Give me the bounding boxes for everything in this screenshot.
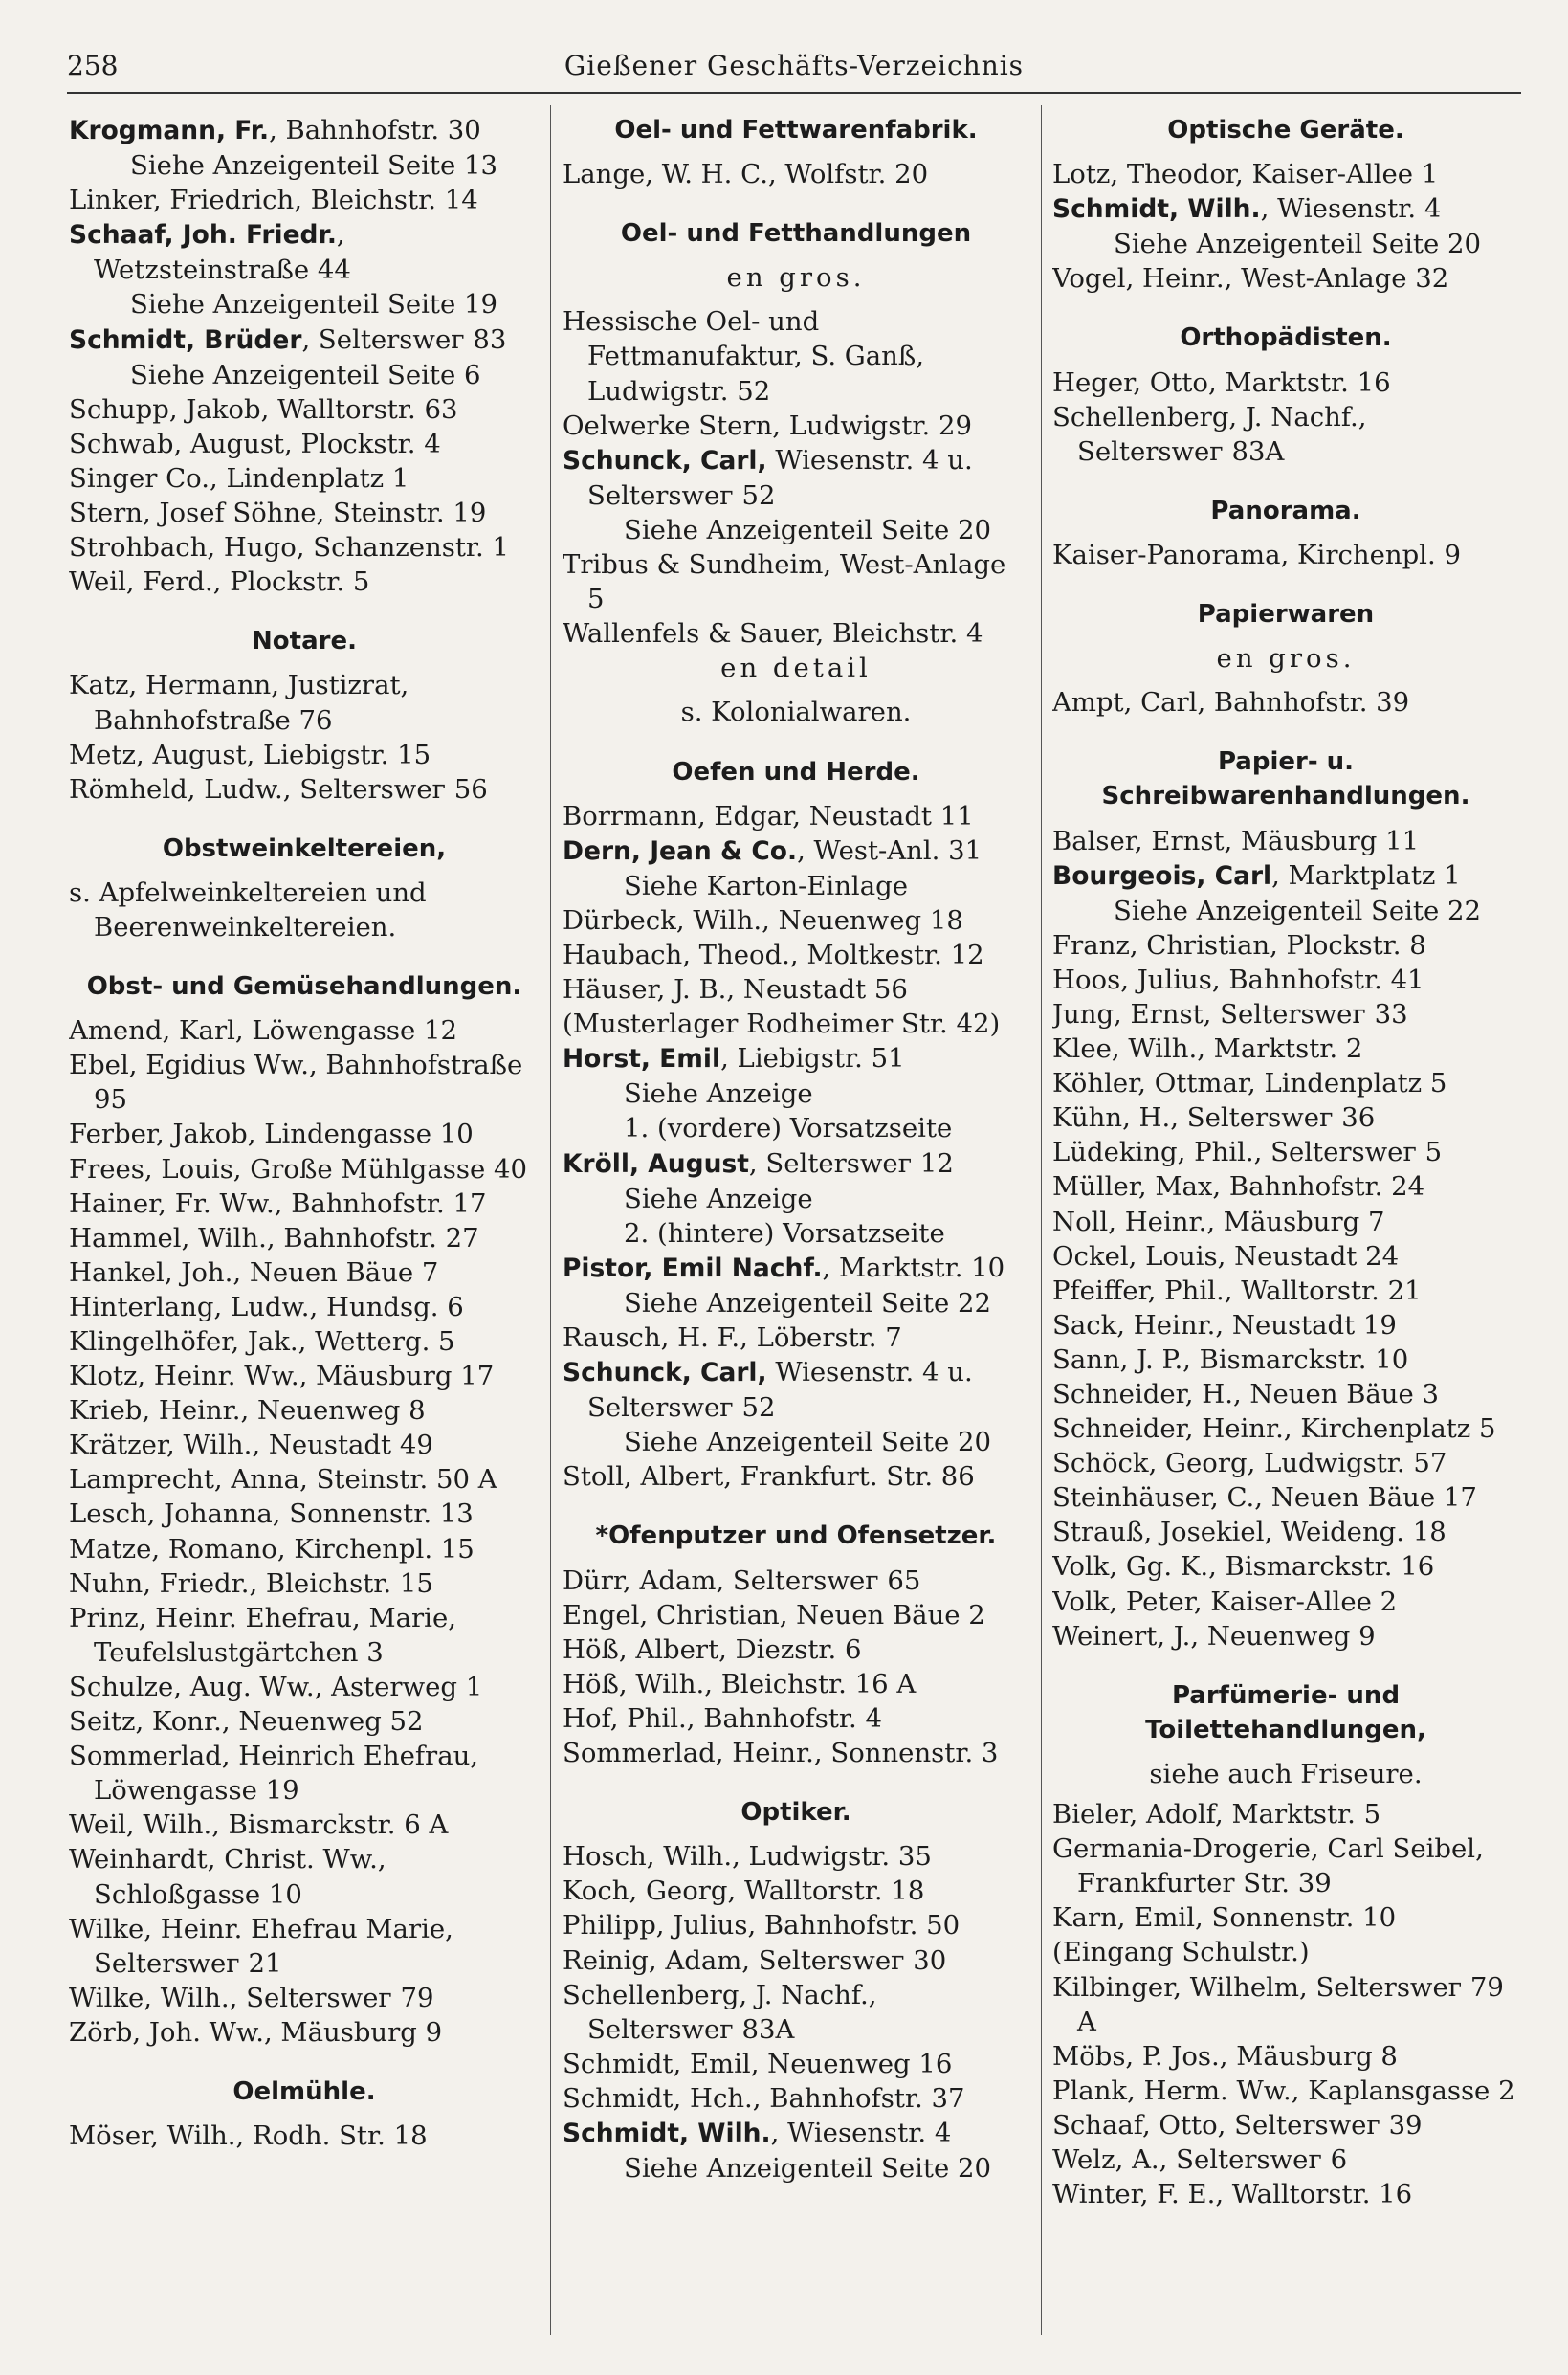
entry-text: Kaiser-Panorama, Kirchenpl. 9 [1052, 539, 1461, 570]
entry-text: Frees, Louis, Große Mühlgasse 40 [69, 1153, 527, 1185]
directory-entry [563, 304, 1029, 408]
entry-text: , Wiesenstr. 4 [770, 2117, 952, 2148]
entry-text: Schmidt, Hch., Bahnhofstr. 37 [563, 2082, 965, 2114]
entry-text: Plank, Herm. Ww., Kaplansgasse 2 [1052, 2075, 1515, 2106]
directory-entry [1052, 1205, 1519, 1239]
entry-text: Pfeiffer, Phil., Walltorstr. 21 [1052, 1275, 1422, 1306]
entry-name-bold: Schmidt, Brüder [69, 324, 302, 355]
directory-entry [69, 1393, 540, 1428]
directory-entry [563, 1007, 1029, 1041]
entry-text: Volk, Peter, Kaiser-Allee 2 [1052, 1586, 1398, 1617]
entry-text: Wiesenstr. 4 u. Selterswег 52 [587, 1357, 973, 1424]
entry-text: Klee, Wilh., Marktstr. 2 [1052, 1033, 1363, 1065]
entry-text: Klingelhöfer, Jak., Wetterg. 5 [69, 1326, 455, 1357]
entry-text: (Musterlager Rodheimer Str. 42) [563, 1009, 1001, 1040]
entry-name-bold: Horst, Emil [563, 1044, 721, 1075]
directory-entry [563, 1943, 1029, 1978]
advert-reference: Siehe Anzeigenteil Seite 6 [130, 359, 481, 390]
entry-name-bold: Pistor, Emil Nachf. [563, 1253, 823, 1283]
directory-entry [69, 183, 540, 217]
directory-entry [563, 1667, 1029, 1701]
entry-text: Vogel, Heinr., West-Anlage 32 [1052, 263, 1449, 295]
directory-entry [563, 409, 1029, 443]
entry-name-bold: Schunck, Carl, [563, 445, 767, 476]
directory-entry [563, 1874, 1029, 1908]
advert-reference: Siehe Anzeige [624, 1078, 813, 1110]
directory-entry [69, 461, 540, 496]
directory-entry [69, 113, 540, 148]
entry-text: Hinterlang, Ludw., Hundsg. 6 [69, 1291, 464, 1322]
entry-text: Möbs, P. Jos., Mäusburg 8 [1052, 2040, 1398, 2072]
entry-text: , Selterswег 12 [748, 1147, 954, 1179]
entry-name-bold: Kröll, August [563, 1148, 749, 1179]
entry-text: , Marktplatz 1 [1271, 859, 1461, 891]
entry-text: Ebel, Egidius Ww., Bahnhofstraße 95 [69, 1050, 523, 1116]
entry-text: Katz, Hermann, Justizrat, Bahnhofstraße 76 [69, 670, 409, 736]
entry-text: Winter, F. E., Walltorstr. 16 [1052, 2179, 1413, 2210]
directory-entry [69, 1255, 540, 1290]
cross-reference: siehe auch Friseure. [1149, 1758, 1423, 1789]
entry-text: Schupp, Jakob, Walltorstr. 63 [69, 393, 458, 425]
entry-text: Schwab, August, Plockstr. 4 [69, 428, 441, 459]
entry-text: Weinert, J., Neuenweg 9 [1052, 1620, 1376, 1652]
entry-text: Welz, A., Selterswег 6 [1052, 2143, 1348, 2175]
advert-reference: 1. (vordere) Vorsatzseite [624, 1113, 953, 1144]
directory-entry [1052, 928, 1519, 963]
entry-text: Heger, Otto, Marktstr. 16 [1052, 366, 1391, 398]
directory-entry [1052, 1377, 1519, 1411]
directory-entry [69, 1981, 540, 2015]
directory-entry [69, 1739, 540, 1808]
entry-text: , Marktstr. 10 [822, 1252, 1005, 1283]
directory-entry [1052, 1619, 1519, 1654]
directory-entry [69, 427, 540, 461]
directory-entry [69, 876, 540, 944]
directory-entry [1052, 1308, 1519, 1343]
directory-entry [563, 903, 1029, 938]
directory-entry [69, 1566, 540, 1601]
section-subheading: en detail [720, 653, 872, 684]
directory-entry [1052, 1100, 1519, 1135]
directory-entry [69, 668, 540, 737]
directory-entry [563, 1839, 1029, 1874]
directory-entry [69, 1462, 540, 1497]
entry-text: Krätzer, Wilh., Neustadt 49 [69, 1430, 433, 1461]
directory-entry [563, 2081, 1029, 2116]
entry-text: Stoll, Albert, Frankfurt. Str. 86 [563, 1461, 975, 1493]
directory-entry [1052, 1066, 1519, 1100]
entry-text: Hof, Phil., Bahnhofstr. 4 [563, 1702, 882, 1734]
directory-entry [563, 1736, 1029, 1770]
entry-text: Matze, Romano, Kirchenpl. 15 [69, 1533, 475, 1565]
directory-entry [69, 1428, 540, 1462]
directory-column-1 [69, 113, 540, 2333]
entry-text: Höß, Albert, Diezstr. 6 [563, 1633, 862, 1665]
directory-entry [1052, 1032, 1519, 1066]
entry-text: Kilbinger, Wilhelm, Selterswег 79 A [1052, 1971, 1504, 2037]
entry-text: Germania-Drogerie, Carl Seibel, Frankfurter Str. 39 [1052, 1833, 1484, 1899]
directory-entry [69, 1670, 540, 1704]
section-heading: Papierwaren [1197, 600, 1375, 630]
directory-entry [563, 616, 1029, 651]
entry-text: Metz, August, Liebigstr. 15 [69, 739, 431, 770]
entry-text: Philipp, Julius, Bahnhofstr. 50 [563, 1910, 961, 1942]
entry-name-bold: Schunck, Carl, [563, 1358, 767, 1388]
entry-text: Schmidt, Emil, Neuenweg 16 [563, 2048, 953, 2079]
entry-text: Sommerlad, Heinrich Ehefrau, Löwengasse 19 [69, 1741, 479, 1807]
entry-text: s. Apfelweinkeltereien und Beerenweinkeltereien. [69, 877, 427, 943]
section-heading: Oelmühle. [232, 2076, 376, 2106]
entry-text: Krieb, Heinr., Neuenweg 8 [69, 1395, 426, 1427]
directory-entry [563, 443, 1029, 513]
entry-text: Schneider, Heinr., Kirchenplatz 5 [1052, 1413, 1496, 1445]
directory-entry [69, 1808, 540, 1842]
directory-column-3 [1052, 113, 1519, 2333]
directory-entry [1052, 1797, 1519, 1831]
directory-entry [563, 799, 1029, 833]
directory-entry [1052, 1446, 1519, 1480]
directory-entry [1052, 1831, 1519, 1900]
entry-text: Linker, Friedrich, Bleichstr. 14 [69, 185, 478, 216]
entry-name-bold: Krogmann, Fr. [69, 116, 270, 145]
section-heading: Oel- und Fettwarenfabrik. [614, 116, 978, 144]
entry-text: Hessische Oel- und Fettmanufaktur, S. Ganß, Ludwigstr. 52 [563, 306, 924, 407]
advert-reference: Siehe Anzeigenteil Seite 22 [624, 1287, 991, 1319]
entry-text: Prinz, Heinr. Ehefrau, Marie, Teufelslustgärtchen 3 [69, 1602, 456, 1668]
entry-text: Zörb, Joh. Ww., Mäusburg 9 [69, 2016, 443, 2048]
directory-entry [1052, 824, 1519, 858]
column-divider [1041, 105, 1042, 2335]
entry-text: Lüdeking, Phil., Selterswег 5 [1052, 1137, 1443, 1168]
section-subheading: en gros. [1216, 643, 1356, 675]
directory-entry [563, 1321, 1029, 1355]
directory-entry [69, 1532, 540, 1566]
directory-entry [1052, 1135, 1519, 1169]
directory-entry [1052, 963, 1519, 997]
entry-text: Wilke, Heinr. Ehefrau Marie, Selterswег 21 [69, 1913, 453, 1979]
section-heading: Oel- und Fetthandlungen [620, 219, 972, 249]
entry-name-bold: Dern, Jean & Co. [563, 835, 798, 866]
directory-column-2 [563, 113, 1029, 2333]
entry-text: Lange, W. H. C., Wolfstr. 20 [563, 159, 929, 190]
directory-entry [69, 496, 540, 530]
directory-entry [1052, 2039, 1519, 2074]
directory-entry [1052, 1480, 1519, 1515]
directory-entry [1052, 538, 1519, 572]
entry-text: Hoos, Julius, Bahnhofstr. 41 [1052, 964, 1424, 995]
entry-text: Franz, Christian, Plockstr. 8 [1052, 929, 1426, 961]
section-heading: Orthopädisten. [1180, 323, 1392, 353]
directory-entry [1052, 1970, 1519, 2039]
directory-entry [1052, 1343, 1519, 1377]
directory-entry [69, 217, 540, 287]
entry-text: Lotz, Theodor, Kaiser-Allee 1 [1052, 159, 1439, 190]
entry-text: Schaaf, Otto, Selterswег 39 [1052, 2109, 1423, 2141]
advert-reference: Siehe Anzeigenteil Seite 20 [1114, 229, 1481, 260]
directory-entry [1052, 191, 1519, 227]
directory-entry [69, 392, 540, 427]
directory-entry [1052, 1169, 1519, 1204]
entry-name-bold: Schmidt, Wilh. [1052, 194, 1261, 225]
entry-text: , Bahnhofstr. 30 [269, 115, 481, 145]
entry-text: Schellenberg, J. Nachf., Selterswег 83A [1052, 401, 1367, 467]
entry-text: Schöck, Georg, Ludwigstr. 57 [1052, 1448, 1447, 1479]
entry-text: Wallenfels & Sauer, Bleichstr. 4 [563, 618, 983, 650]
entry-text: Borrmann, Edgar, Neustadt 11 [563, 800, 974, 832]
entry-text: Singer Co., Lindenplatz 1 [69, 462, 409, 494]
entry-name-bold: Schaaf, Joh. Friedr. [69, 220, 337, 251]
entry-text: , Wetzsteinstraße 44 [94, 219, 351, 286]
entry-text: Rausch, H. F., Löberstr. 7 [563, 1322, 902, 1353]
directory-entry [563, 1355, 1029, 1425]
section-heading: Panorama. [1210, 496, 1361, 525]
directory-entry [69, 1117, 540, 1151]
directory-entry [1052, 261, 1519, 296]
entry-text: Häuser, J. B., Neustadt 56 [563, 974, 908, 1006]
directory-entry [1052, 2074, 1519, 2108]
directory-entry [1052, 1239, 1519, 1274]
directory-entry [1052, 1549, 1519, 1584]
directory-entry [563, 2047, 1029, 2081]
entry-text: Köhler, Ottmar, Lindenplatz 5 [1052, 1068, 1447, 1099]
entry-text: Weil, Wilh., Bismarckstr. 6 A [69, 1809, 449, 1841]
directory-entry [69, 772, 540, 807]
directory-entry [563, 938, 1029, 972]
entry-text: , Wiesenstr. 4 [1260, 193, 1442, 225]
entry-text: Lamprecht, Anna, Steinstr. 50 A [69, 1464, 497, 1496]
directory-entry [69, 1221, 540, 1255]
directory-entry [69, 1912, 540, 1981]
advert-reference: Siehe Anzeigenteil Seite 22 [1114, 895, 1481, 926]
section-heading: Papier- u. Schreibwarenhandlungen. [1101, 747, 1470, 811]
directory-entry [563, 1146, 1029, 1182]
section-heading: Optiker. [740, 1798, 851, 1828]
advert-reference: Siehe Anzeige [624, 1183, 813, 1214]
entry-text: , Liebigstr. 51 [720, 1043, 905, 1075]
entry-text: Jung, Ernst, Selterswег 33 [1052, 998, 1408, 1030]
entry-text: Weil, Ferd., Plockstr. 5 [69, 566, 370, 598]
directory-entry [1052, 2108, 1519, 2142]
entry-text: Oelwerke Stern, Ludwigstr. 29 [563, 410, 973, 441]
entry-text: Hammel, Wilh., Bahnhofstr. 27 [69, 1222, 479, 1254]
entry-text: Schulze, Aug. Ww., Asterweg 1 [69, 1671, 483, 1702]
directory-entry [563, 157, 1029, 191]
running-title: Gießener Geschäfts-Verzeichnis [563, 50, 1025, 81]
entry-text: Engel, Christian, Neuen Bäue 2 [563, 1599, 985, 1631]
advert-reference: Siehe Karton-Einlage [624, 870, 908, 901]
directory-entry [1052, 1515, 1519, 1549]
directory-entry [1052, 685, 1519, 720]
directory-entry [69, 565, 540, 599]
entry-name-bold: Schmidt, Wilh. [563, 2118, 771, 2148]
directory-entry [69, 1324, 540, 1359]
section-heading: Optische Geräte. [1167, 116, 1404, 144]
entry-text: Tribus & Sundheim, West-Anlage 5 [563, 549, 1006, 615]
entry-text: Stern, Josef Söhne, Steinstr. 19 [69, 498, 487, 529]
directory-entry [1052, 2177, 1519, 2211]
entry-name-bold: Bourgeois, Carl [1052, 860, 1272, 891]
directory-entry [69, 1359, 540, 1393]
entry-text: Sack, Heinr., Neustadt 19 [1052, 1309, 1397, 1341]
entry-text: Ferber, Jakob, Lindengasse 10 [69, 1119, 474, 1150]
directory-entry [563, 1701, 1029, 1736]
entry-text: Möser, Wilh., Rodh. Str. 18 [69, 2120, 428, 2152]
entry-text: Lesch, Johanna, Sonnenstr. 13 [69, 1498, 474, 1530]
directory-entry [563, 1632, 1029, 1667]
directory-entry [69, 1048, 540, 1117]
page-header [67, 42, 1521, 94]
section-heading: *Ofenputzer und Ofensetzer. [595, 1521, 997, 1551]
entry-text: , West-Anl. 31 [797, 834, 983, 866]
directory-entry [563, 1908, 1029, 1942]
directory-entry [563, 1564, 1029, 1598]
advert-reference: Siehe Anzeigenteil Seite 13 [130, 150, 497, 182]
column-divider [550, 105, 551, 2335]
entry-text: Wilke, Wilh., Selterswег 79 [69, 1982, 434, 2013]
entry-text: Strauß, Josekiel, Weideng. 18 [1052, 1517, 1447, 1548]
directory-entry [69, 530, 540, 565]
entry-text: Schellenberg, J. Nachf., Selterswег 83A [563, 1979, 877, 2045]
directory-entry [563, 833, 1029, 869]
directory-entry [563, 1041, 1029, 1077]
section-subheading: en gros. [726, 262, 866, 294]
directory-entry [1052, 366, 1519, 400]
directory-entry [69, 322, 540, 358]
directory-entry [69, 1013, 540, 1048]
entry-text: Dürr, Adam, Selterswег 65 [563, 1565, 921, 1596]
entry-text: Seitz, Konr., Neuenweg 52 [69, 1706, 424, 1738]
entry-text: Dürbeck, Wilh., Neuenweg 18 [563, 904, 963, 936]
entry-text: Balser, Ernst, Mäusburg 11 [1052, 825, 1420, 856]
entry-text: Sommerlad, Heinr., Sonnenstr. 3 [563, 1738, 999, 1769]
entry-text: Kühn, H., Selterswег 36 [1052, 1102, 1376, 1134]
directory-entry [69, 2015, 540, 2050]
section-heading: Parfümerie- und Toilettehandlungen, [1145, 1680, 1426, 1744]
directory-entry [1052, 1411, 1519, 1446]
entry-text: Reinig, Adam, Selterswег 30 [563, 1944, 947, 1976]
entry-text: Hosch, Wilh., Ludwigstr. 35 [563, 1841, 932, 1873]
entry-text: Amend, Karl, Löwengasse 12 [69, 1015, 457, 1047]
entry-text: Sann, J. P., Bismarckstr. 10 [1052, 1343, 1409, 1375]
directory-entry [1052, 1935, 1519, 1969]
entry-text: Nuhn, Friedr., Bleichstr. 15 [69, 1567, 433, 1599]
entry-text: (Eingang Schulstr.) [1052, 1937, 1310, 1968]
entry-text: Volk, Gg. K., Bismarckstr. 16 [1052, 1551, 1435, 1583]
entry-text: Bieler, Adolf, Marktstr. 5 [1052, 1799, 1381, 1831]
advert-reference: Siehe Anzeigenteil Seite 19 [130, 289, 497, 321]
directory-entry [1052, 1585, 1519, 1619]
directory-entry [69, 1842, 540, 1911]
entry-text: Wiesenstr. 4 u. Selterswег 52 [587, 444, 973, 511]
directory-entry [563, 1459, 1029, 1494]
section-heading: Notare. [252, 627, 357, 656]
entry-text: Hainer, Fr. Ww., Bahnhofstr. 17 [69, 1188, 487, 1219]
section-heading: Obst- und Gemüsehandlungen. [86, 972, 522, 1002]
entry-text: Strohbach, Hugo, Schanzenstr. 1 [69, 532, 510, 564]
directory-entry [1052, 1274, 1519, 1308]
advert-reference: 2. (hintere) Vorsatzseite [624, 1217, 945, 1249]
directory-entry [563, 2116, 1029, 2151]
advert-reference: Siehe Anzeigenteil Seite 20 [624, 514, 991, 545]
directory-entry [69, 1290, 540, 1324]
entry-text: Noll, Heinr., Mäusburg 7 [1052, 1206, 1385, 1237]
entry-text: Höß, Wilh., Bleichstr. 16 A [563, 1668, 917, 1699]
section-heading: Oefen und Herde. [672, 757, 920, 787]
directory-entry [1052, 997, 1519, 1032]
advert-reference: Siehe Anzeigenteil Seite 20 [624, 2153, 991, 2185]
directory-entry [69, 1152, 540, 1187]
section-heading: Obstweinkeltereien, [162, 833, 447, 863]
entry-text: Hankel, Joh., Neuen Bäue 7 [69, 1256, 439, 1288]
entry-text: Weinhardt, Christ. Ww., Schloßgasse 10 [69, 1844, 386, 1910]
entry-text: Klotz, Heinr. Ww., Mäusburg 17 [69, 1361, 495, 1392]
entry-text: Müller, Max, Bahnhofstr. 24 [1052, 1171, 1425, 1203]
directory-entry [69, 2119, 540, 2153]
directory-entry [1052, 2142, 1519, 2177]
directory-entry [69, 1704, 540, 1739]
directory-entry [69, 738, 540, 772]
entry-text: , Selterswег 83 [301, 323, 507, 355]
directory-entry [563, 972, 1029, 1007]
directory-entry [1052, 400, 1519, 469]
advert-reference: Siehe Anzeigenteil Seite 20 [624, 1427, 991, 1458]
entry-text: Karn, Emil, Sonnenstr. 10 [1052, 1902, 1397, 1934]
directory-entry [563, 547, 1029, 616]
directory-entry [69, 1497, 540, 1531]
directory-entry [1052, 858, 1519, 894]
entry-text: Römheld, Ludw., Selterswег 56 [69, 773, 488, 805]
directory-entry [563, 1978, 1029, 2047]
page-number: 258 [67, 50, 119, 81]
cross-reference: s. Kolonialwaren. [680, 697, 912, 728]
entry-text: Ockel, Louis, Neustadt 24 [1052, 1240, 1400, 1272]
directory-entry [563, 1251, 1029, 1286]
entry-text: Schneider, H., Neuen Bäue 3 [1052, 1379, 1440, 1409]
entry-text: Haubach, Theod., Moltkestr. 12 [563, 939, 984, 970]
directory-entry [1052, 157, 1519, 191]
entry-text: Koch, Georg, Walltorstr. 18 [563, 1876, 925, 1907]
directory-entry [69, 1187, 540, 1221]
directory-entry [563, 1598, 1029, 1632]
directory-entry [69, 1601, 540, 1670]
entry-text: Ampt, Carl, Bahnhofstr. 39 [1052, 687, 1410, 719]
entry-text: Steinhäuser, C., Neuen Bäue 17 [1052, 1482, 1477, 1514]
directory-entry [1052, 1900, 1519, 1935]
